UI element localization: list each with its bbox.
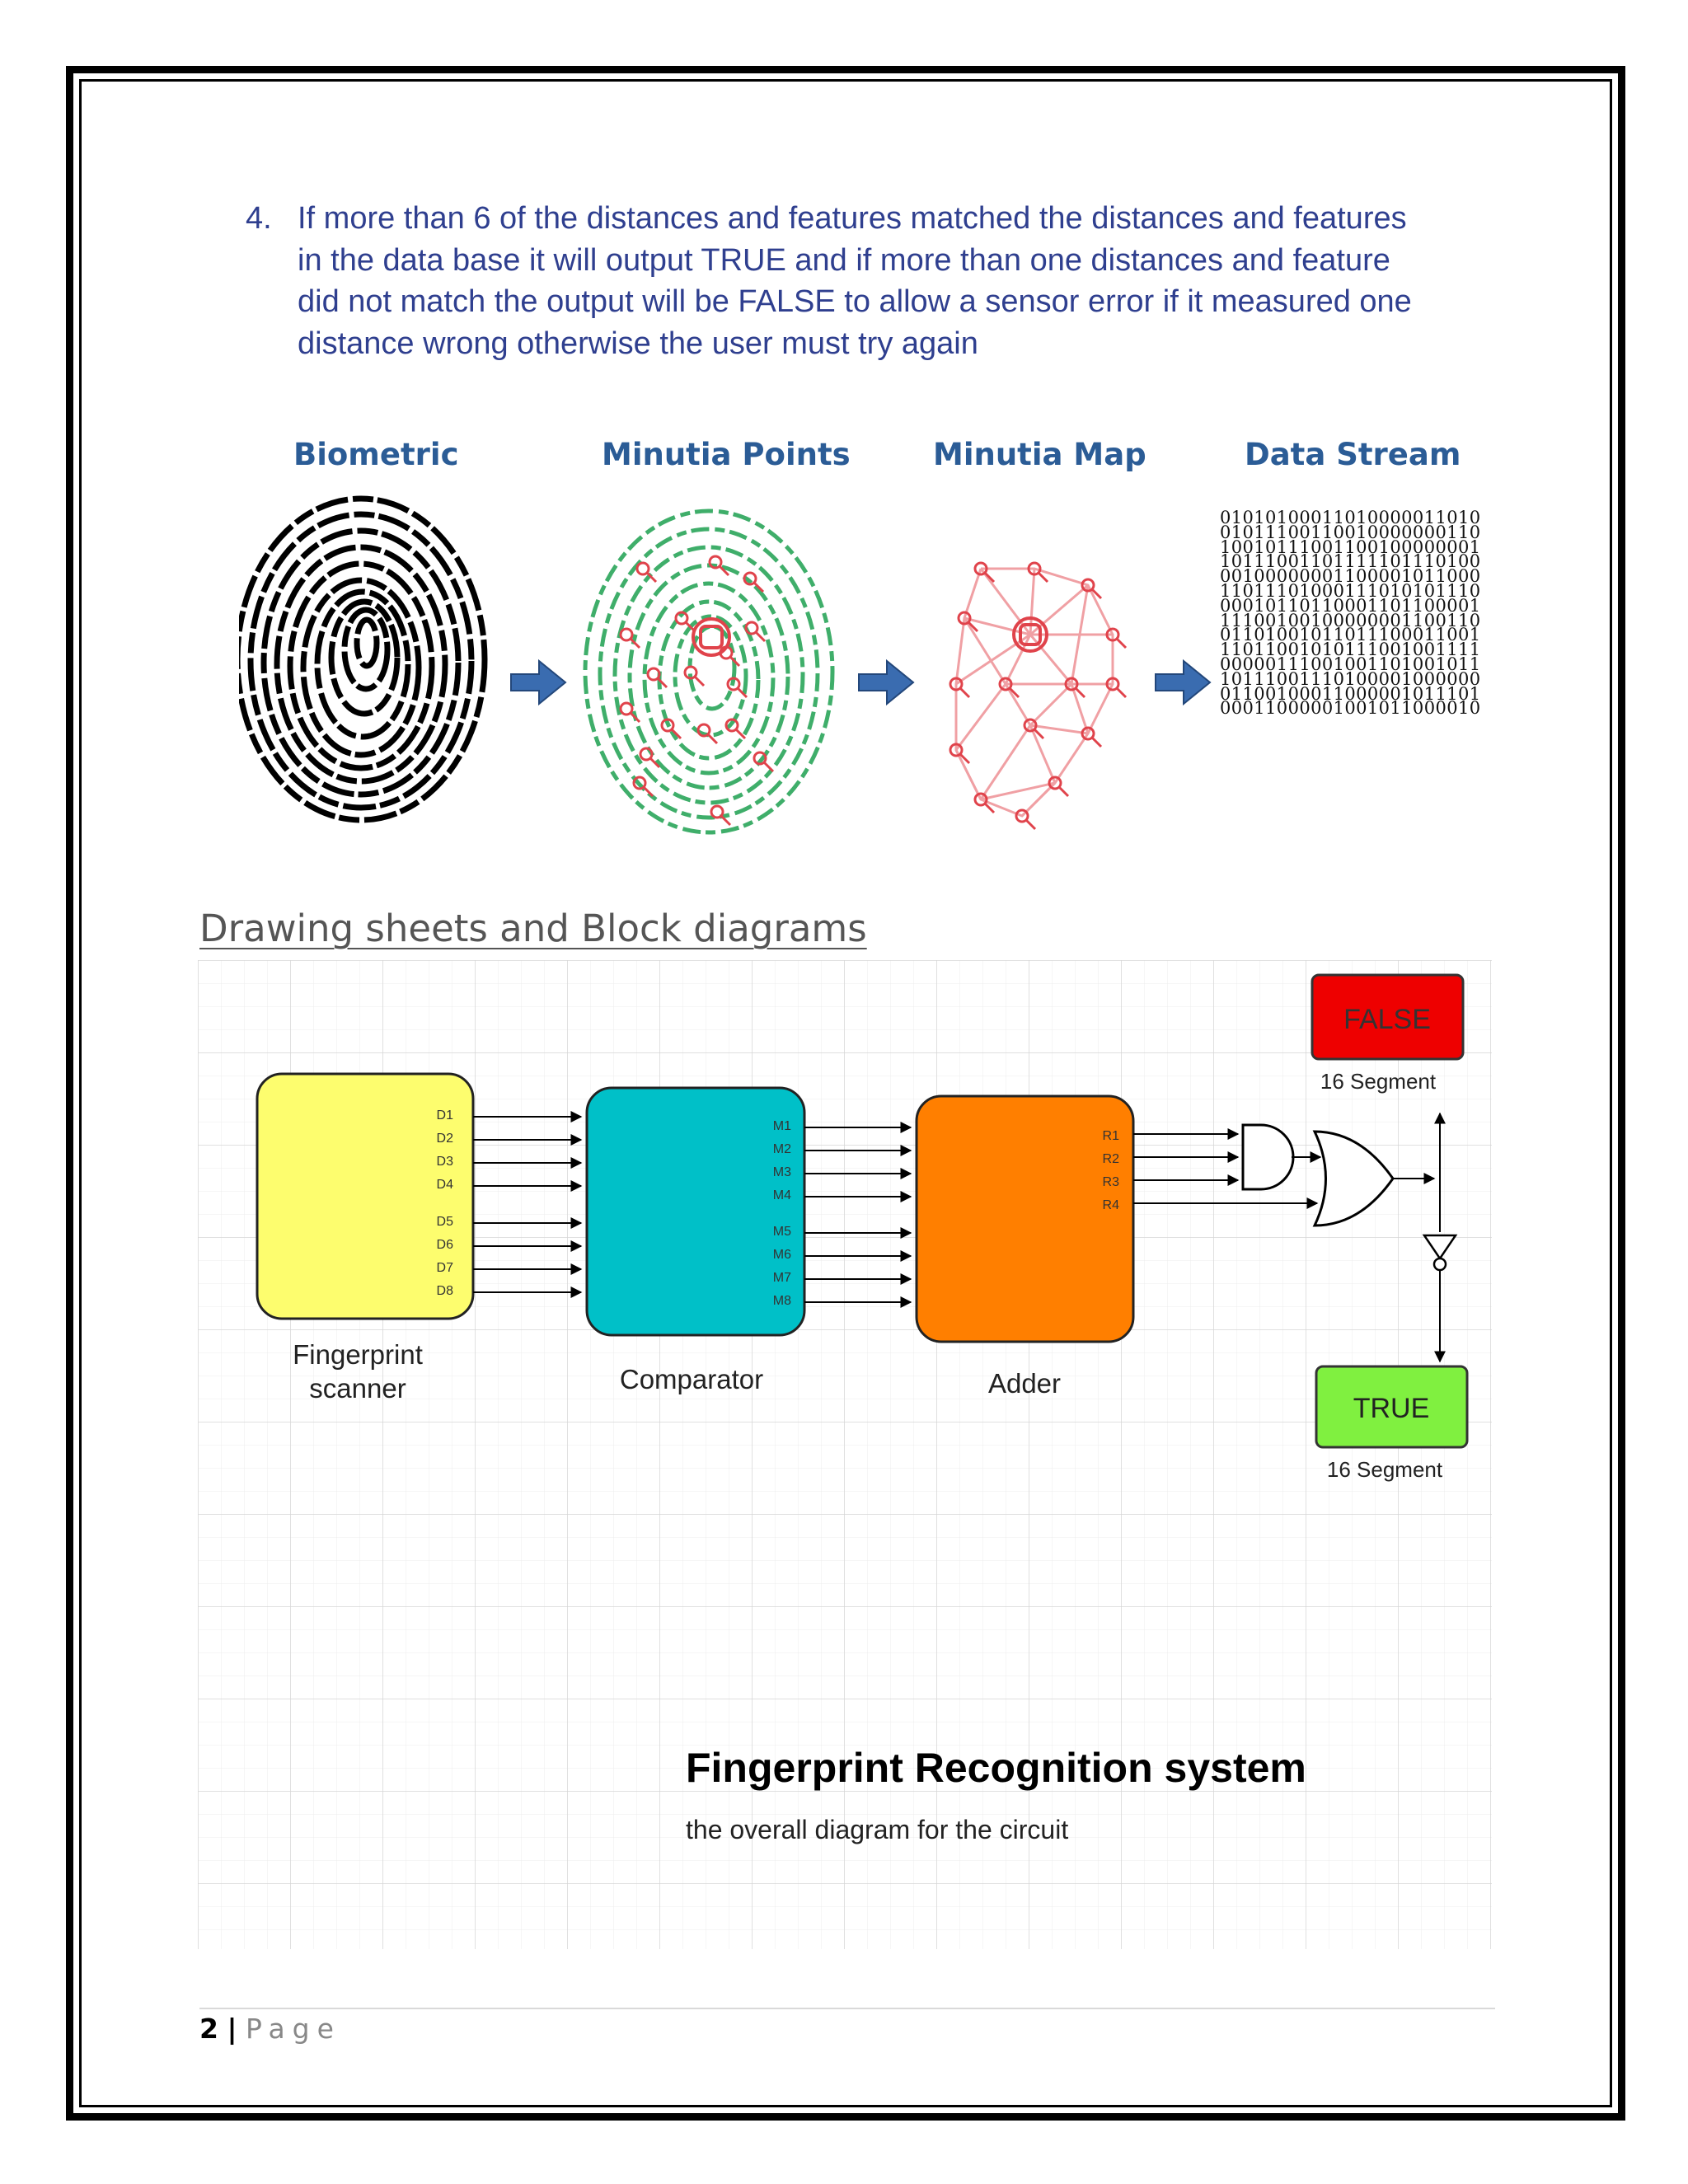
data-stream-line: 01011100110010000000110	[1220, 522, 1481, 542]
arrow-right-icon	[1156, 661, 1210, 704]
data-stream-line: 11100100100000001100110	[1220, 610, 1481, 630]
block-diagram	[198, 960, 1492, 1949]
comparator-block	[587, 1088, 804, 1335]
scanner-pin-label: D3	[436, 1155, 453, 1169]
comparator-pin-label: M3	[772, 1165, 791, 1179]
scanner-pin-label: D7	[436, 1261, 453, 1275]
not-gate-bubble	[1434, 1258, 1446, 1270]
list-text-line: did not match the output will be FALSE to allow a sensor error if it measured one	[298, 284, 1412, 319]
diagram-title: Fingerprint Recognition system	[686, 1745, 1306, 1791]
and-gate-icon	[1243, 1125, 1293, 1189]
adder-pin-label: R3	[1102, 1175, 1119, 1189]
minutia-map-title: Minutia Map	[933, 437, 1146, 472]
false-caption: 16 Segment	[1320, 1069, 1437, 1094]
list-number: 4.	[246, 201, 272, 236]
adder-block	[917, 1096, 1133, 1342]
data-stream-line: 01010100011010000011010	[1220, 508, 1481, 527]
data-stream-line: 01100100011000001011101	[1220, 683, 1481, 704]
footer-separator: |	[227, 2013, 237, 2045]
scanner-pin-label: D5	[436, 1215, 453, 1229]
comparator-label: Comparator	[619, 1364, 764, 1394]
arrow-right-icon	[511, 661, 565, 704]
biometric-title: Biometric	[293, 437, 459, 472]
comparator-pin-label: M8	[772, 1294, 791, 1308]
data-stream-line: 10111001110100001000000	[1220, 668, 1481, 689]
data-stream	[1220, 508, 1481, 719]
data-stream-line: 11011101000111010101110	[1220, 580, 1481, 601]
data-stream-line: 00000111001001101001011	[1220, 654, 1481, 674]
scanner-pin-label: D1	[436, 1108, 453, 1122]
adder-label: Adder	[987, 1368, 1062, 1399]
true-label: TRUE	[1353, 1393, 1430, 1424]
data-stream-line: 00100000001100001011000	[1220, 566, 1481, 587]
footer-rule	[199, 2008, 1495, 2009]
scanner-label-line1: Fingerprint	[293, 1339, 423, 1370]
comparator-pin-label: M5	[772, 1225, 791, 1239]
true-caption: 16 Segment	[1326, 1457, 1443, 1482]
page-number: 2	[199, 2013, 218, 2045]
page-word: Page	[246, 2013, 341, 2045]
page-footer	[199, 2013, 341, 2045]
biometric-figure	[239, 437, 1492, 849]
list-text	[298, 198, 1498, 364]
scanner-pin-label: D2	[436, 1132, 453, 1146]
data-stream-line: 00010110110001101100001	[1220, 595, 1481, 616]
adder-pin-label: R4	[1102, 1198, 1119, 1212]
scanner-label-line2: scanner	[309, 1373, 406, 1404]
scanner-pin-label: D8	[436, 1284, 453, 1298]
minutia-map-icon	[950, 563, 1126, 829]
data-stream-line: 10111001101111101110100	[1220, 551, 1481, 572]
section-heading: Drawing sheets and Block diagrams	[199, 907, 867, 950]
data-stream-line: 01101001011011100011001	[1220, 625, 1481, 645]
fingerprint-icon	[239, 499, 485, 820]
list-text-line: If more than 6 of the distances and features matched the distances and features	[298, 201, 1407, 236]
false-label: FALSE	[1343, 1004, 1431, 1035]
list-text-line: distance wrong otherwise the user must try again	[298, 326, 978, 361]
comparator-pin-label: M6	[772, 1248, 791, 1262]
data-stream-line: 11011001010111001001111	[1220, 640, 1481, 660]
data-stream-line: 10010111001100100000001	[1220, 537, 1481, 557]
comparator-pin-label: M2	[772, 1142, 791, 1156]
scanner-pin-label: D6	[436, 1238, 453, 1252]
block-diagram-canvas	[198, 960, 1492, 1949]
adder-pin-label: R1	[1102, 1129, 1119, 1143]
comparator-pin-label: M7	[772, 1271, 791, 1285]
arrow-right-icon	[859, 661, 913, 704]
data-stream-line: 00011000001001011000010	[1220, 698, 1481, 719]
diagram-subtitle: the overall diagram for the circuit	[686, 1815, 1069, 1844]
comparator-pin-label: M1	[772, 1119, 791, 1133]
minutia-points-icon	[585, 511, 832, 832]
data-stream-title: Data Stream	[1245, 437, 1461, 472]
scanner-pin-label: D4	[436, 1178, 453, 1192]
list-text-line: in the data base it will output TRUE and if more than one distances and feature	[298, 242, 1390, 278]
comparator-pin-label: M4	[772, 1188, 791, 1202]
adder-pin-label: R2	[1102, 1152, 1119, 1166]
minutia-points-title: Minutia Points	[602, 437, 851, 472]
